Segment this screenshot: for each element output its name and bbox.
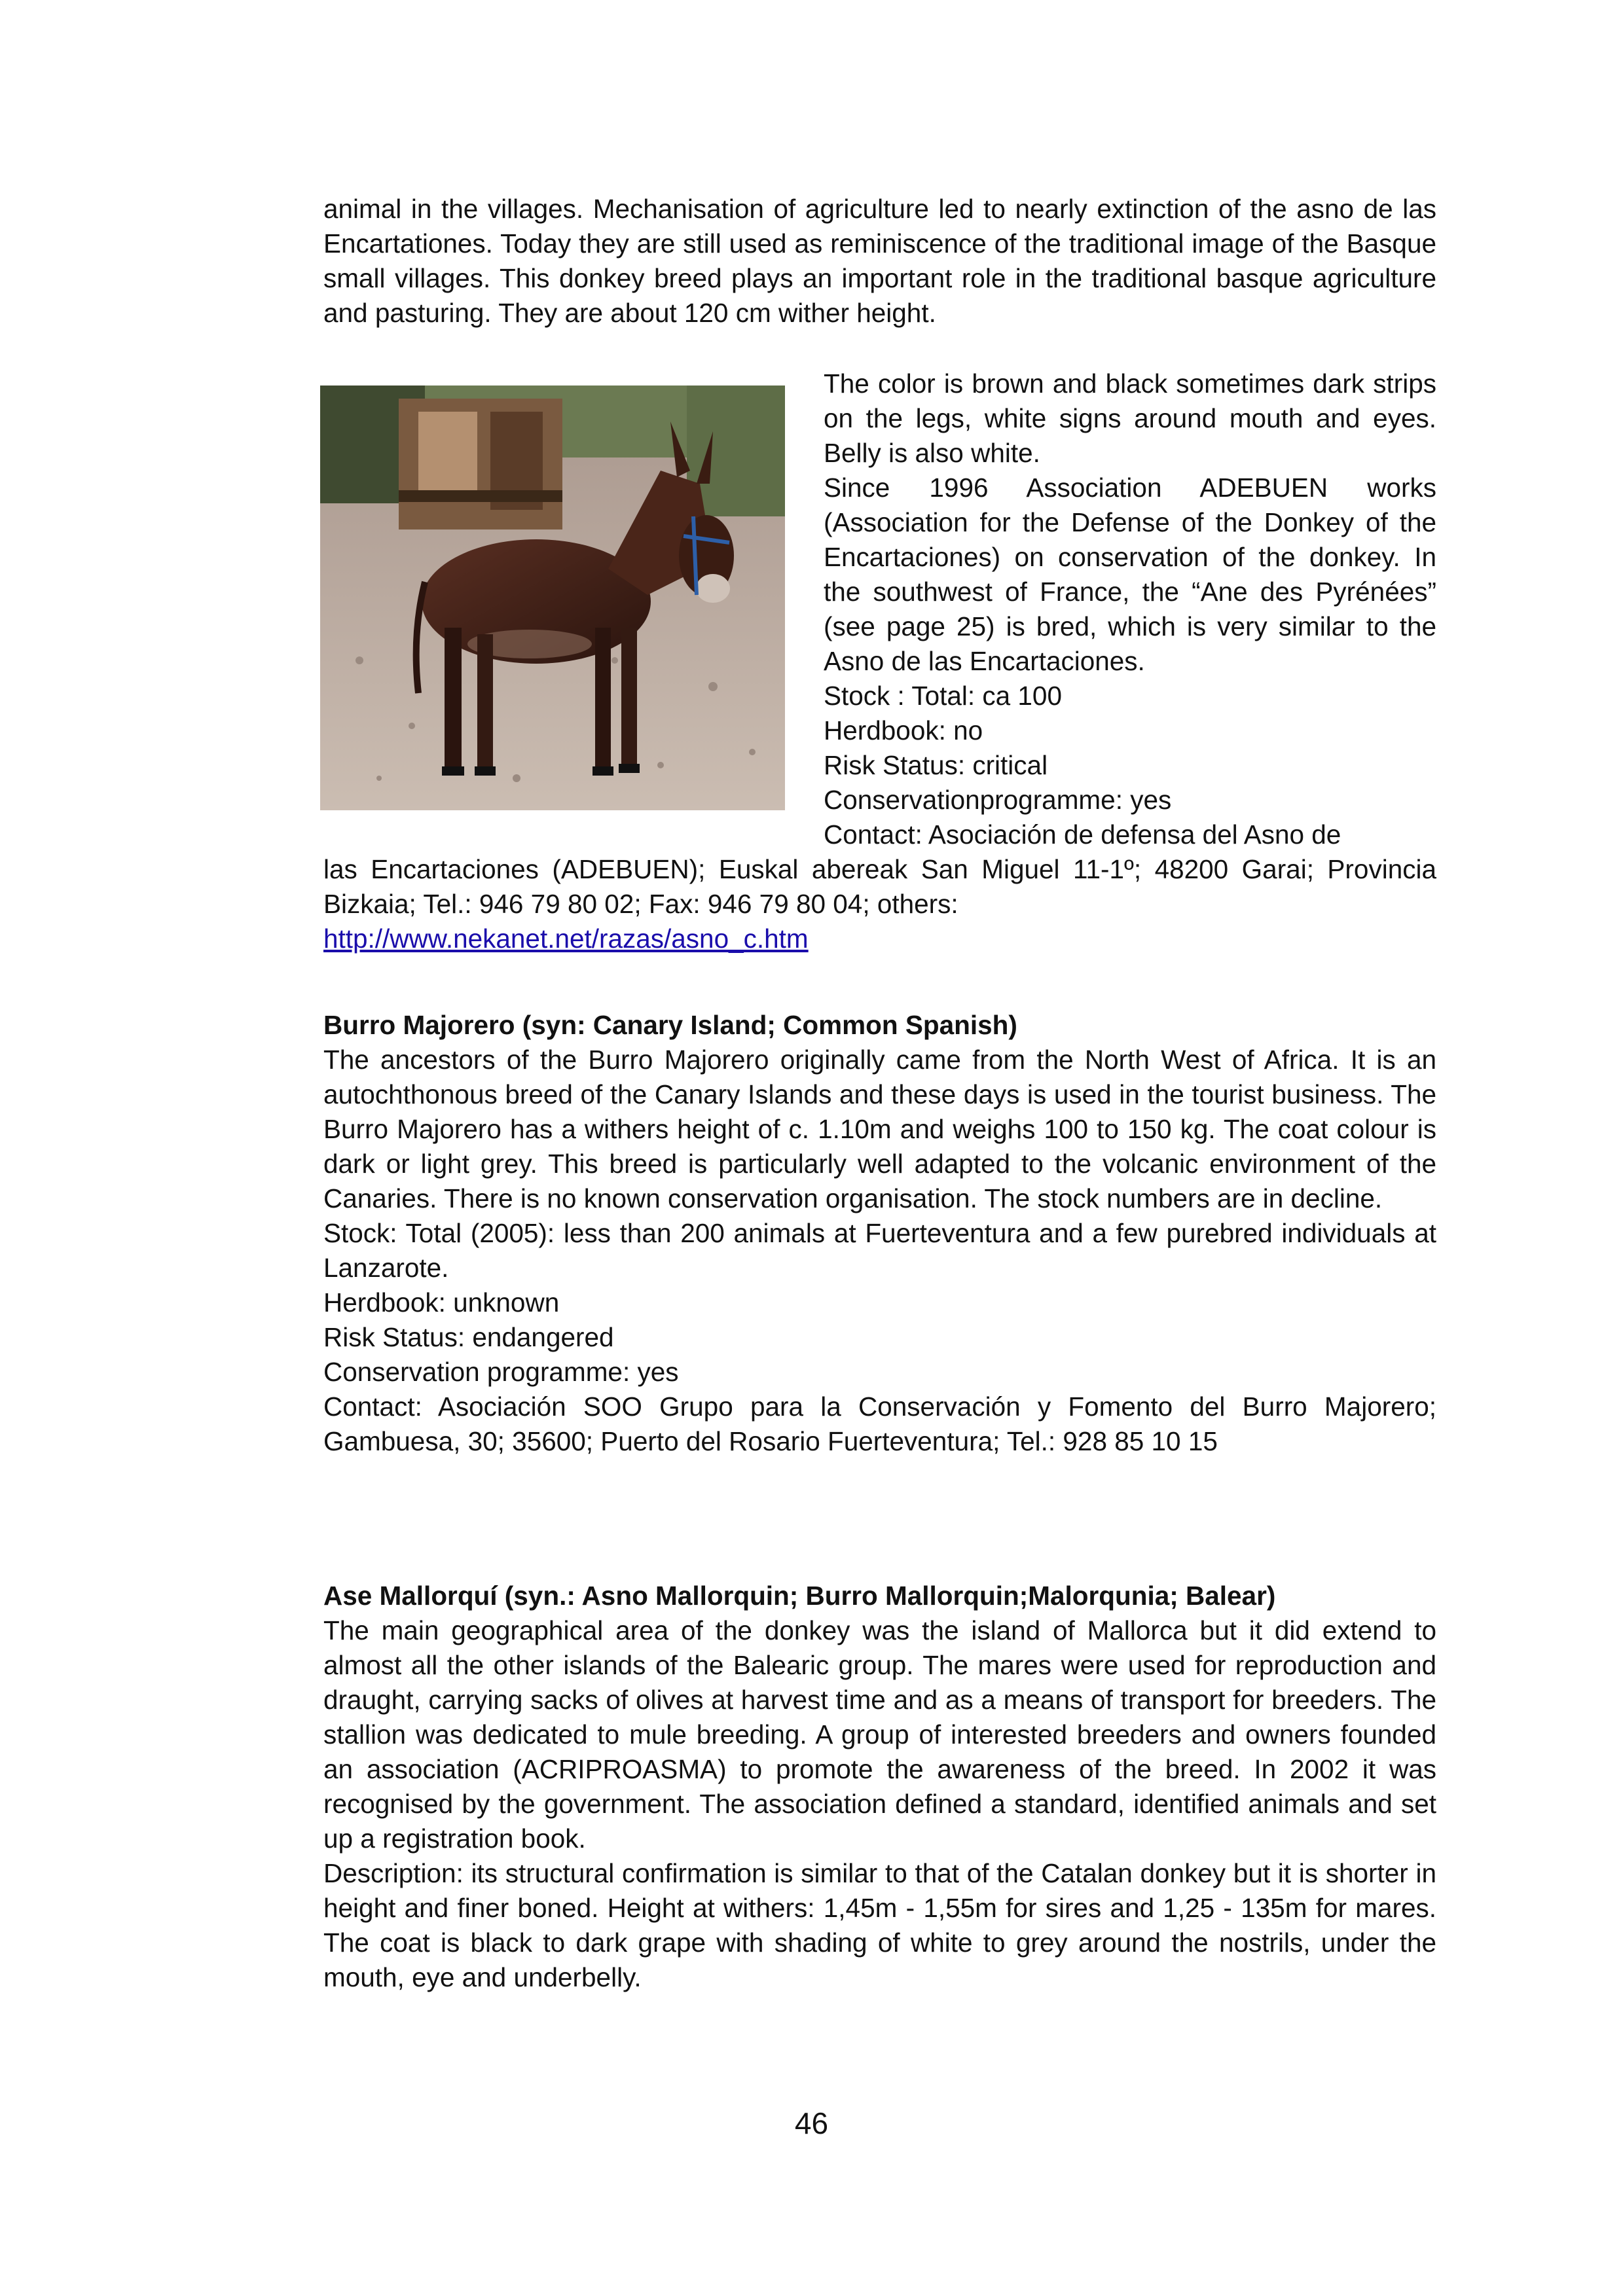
contact-line-start: Contact: Asociación de defensa del Asno de	[824, 819, 1341, 850]
mallorqui-section	[323, 1579, 1436, 1995]
intro-paragraph: animal in the villages. Mechanisation of agriculture led to nearly extinction of the asno de las Encartationes. Today they are still used as reminiscence of the traditional image of the Basque small villages. This donkey breed plays an important role in the traditional basque agriculture and pasturing. They are about 120 cm wither height.	[323, 194, 1436, 328]
majorero-stock: Stock: Total (2005): less than 200 animals at Fuerteventura and a few purebred individuals at Lanzarote.	[323, 1218, 1436, 1283]
encartaciones-details	[824, 367, 1436, 852]
mallorqui-description: Description: its structural confirmation is similar to that of the Catalan donkey but it is shorter in height and finer boned. Height at withers: 1,45m - 1,55m for sires and 1,25 - 135m for mares. The coat is black to dark grape with shading of white to grey around the nostrils, under the mouth, eye and underbelly.	[323, 1858, 1436, 1992]
coat-description: The color is brown and black sometimes dark strips on the legs, white signs around mouth and eyes. Belly is also white.	[824, 368, 1436, 468]
contact-details	[323, 852, 1436, 956]
conservation-line: Conservationprogramme: yes	[824, 785, 1172, 815]
majorero-risk: Risk Status: endangered	[323, 1322, 614, 1352]
page-number: 46	[794, 2106, 829, 2140]
association-paragraph: Since 1996 Association ADEBUEN works (Association for the Defense of the Donkey of the Encartaciones) on conservation of the donkey. In the southwest of France, the “Ane des Pyrénées” (see page 25) is bred, which is very similar to the Asno de las Encartaciones.	[824, 473, 1436, 676]
herdbook-line: Herdbook: no	[824, 715, 983, 745]
majorero-heading: Burro Majorero (syn: Canary Island; Common Spanish)	[323, 1010, 1017, 1040]
contact-line-end: las Encartaciones (ADEBUEN); Euskal abereak San Miguel 11-1º; 48200 Garai; Provincia Bizkaia; Tel.: 946 79 80 02; Fax: 946 79 80 04; others:	[323, 854, 1436, 919]
donkey-photo	[320, 386, 785, 810]
majorero-body: The ancestors of the Burro Majorero originally came from the North West of Africa. It is an autochthonous breed of the Canary Islands and these days is used in the tourist business. The Burro Majorero has a withers height of c. 1.10m and weighs 100 to 150 kg. The coat colour is dark or light grey. This breed is particularly well adapted to the volcanic environment of the Canaries. There is no known conservation organisation. The stock numbers are in decline.	[323, 1045, 1436, 1213]
majorero-herdbook: Herdbook: unknown	[323, 1287, 560, 1318]
stock-line: Stock : Total: ca 100	[824, 681, 1062, 711]
risk-status-line: Risk Status: critical	[824, 750, 1048, 780]
majorero-section	[323, 1008, 1436, 1459]
encartaciones-contact	[323, 852, 1436, 956]
mallorqui-heading: Ase Mallorquí (syn.: Asno Mallorquin; Burro Mallorquin;Malorqunia; Balear)	[323, 1581, 1276, 1611]
intro-section	[323, 192, 1436, 331]
majorero-conservation: Conservation programme: yes	[323, 1357, 679, 1387]
nekanet-link[interactable]: http://www.nekanet.net/razas/asno_c.htm	[323, 924, 809, 954]
majorero-contact: Contact: Asociación SOO Grupo para la Conservación y Fomento del Burro Majorero; Gambuesa, 30; 35600; Puerto del Rosario Fuerteventura; Tel.: 928 85 10 15	[323, 1391, 1436, 1456]
mallorqui-body: The main geographical area of the donkey was the island of Mallorca but it did extend to almost all the other islands of the Balearic group. The mares were used for reproduction and draught, carrying sacks of olives at harvest time and as a means of transport for breeders. The stallion was dedicated to mule breeding. A group of interested breeders and owners founded an association (ACRIPROASMA) to promote the awareness of the breed. In 2002 it was recognised by the government. The association defined a standard, identified animals and set up a registration book.	[323, 1615, 1436, 1854]
